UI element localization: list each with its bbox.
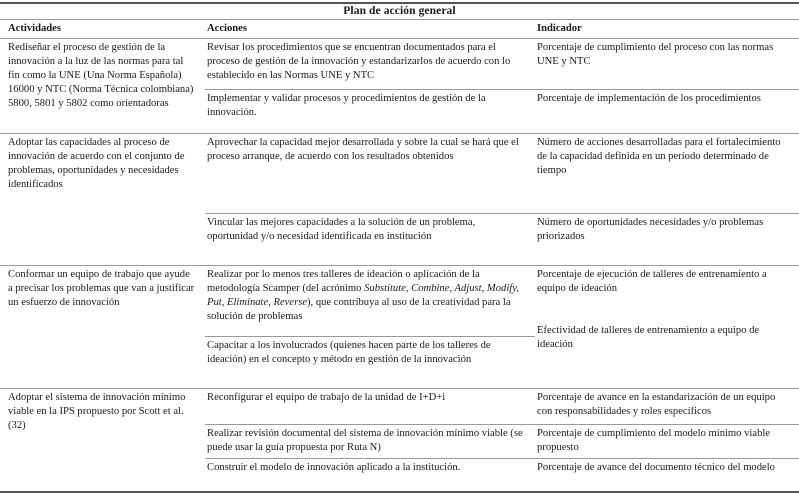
subrow-rule [205,89,799,90]
title-bottom-rule [0,19,799,20]
action-cell: Realizar por lo menos tres talleres de ideación o aplicación de la metodología Scamper (del acrónimo Substitute, Combine, Adjust, Modify, Put, Eliminate, Reverse), que contribuya al uso de la creatividad para la solución de problemas [207,269,519,323]
activity-cell: Adoptar el sistema de innovación mínimo viable en la IPS propuesto por Scott et al. (32) [8,392,186,432]
subrow-rule [205,213,799,214]
group-rule [0,265,799,266]
header-bottom-rule [0,38,799,39]
action-cell: Revisar los procedimientos que se encuentran documentados para el proceso de gestión de la innovación y estandarizarlos de acuerdo con lo establecido en las Normas UNE y NTC [207,42,511,82]
action-cell: Realizar revisión documental del sistema de innovación mínimo viable (se puede usar la guía propuesta por Ruta N) [207,428,523,454]
indicator-cell: Número de acciones desarrolladas para el fortalecimiento de la capacidad definida en un período determinado de tiempo [537,137,781,177]
indicator-cell: Porcentaje de cumplimiento del proceso con las normas UNE y NTC [537,42,774,68]
indicator-cell: Porcentaje de ejecución de talleres de entrenamiento a equipo de ideación [537,269,767,295]
column-header-indicador: Indicador [537,23,582,34]
activity-cell: Rediseñar el proceso de gestión de la innovación a la luz de las normas para tal fin como la UNE (Una Norma Española) 16000 y NTC (Norma Técnica colombiana) 5800, 5801 y 5802 como orientadoras [8,42,194,110]
action-cell: Implementar y validar procesos y procedimientos de gestión de la innovación. [207,93,486,119]
group-rule [0,388,799,389]
table-bottom-border [0,491,799,493]
activity-cell: Adoptar las capacidades al proceso de innovación de acuerdo con el conjunto de problemas, oportunidades y necesidades identificados [8,137,185,191]
indicator-cell: Porcentaje de implementación de los procedimientos [537,93,761,104]
action-cell: Reconfigurar el equipo de trabajo de la unidad de I+D+i [207,392,446,403]
subrow-rule [205,424,799,425]
indicator-cell: Número de oportunidades necesidades y/o problemas priorizados [537,217,764,243]
indicator-cell: Porcentaje de avance del documento técnico del modelo [537,462,775,473]
group-rule [0,133,799,134]
scamper-acronym: Substitute, Combine, Adjust, Modify, Put, Eliminate, Reverse [207,283,519,309]
action-cell: Vincular las mejores capacidades a la solución de un problema, oportunidad y/o necesidad identificada en institución [207,217,476,243]
action-cell: Capacitar a los involucrados (quienes hacen parte de los talleres de ideación) en el concepto y método en gestión de la innovación [207,340,491,366]
action-cell: Aprovechar la capacidad mejor desarrollada y sobre la cual se hará que el proceso arranque, de acuerdo con los resultados obtenidos [207,137,519,163]
subrow-rule [205,336,535,337]
column-header-actividades: Actividades [8,23,61,34]
indicator-cell: Porcentaje de avance en la estandarización de un equipo con responsabilidades y roles específicos [537,392,776,418]
activity-cell: Conformar un equipo de trabajo que ayude a precisar los problemas que van a justificar un esfuerzo de innovación [8,269,195,309]
action-cell: Construir el modelo de innovación aplicado a la institución. [207,462,461,473]
table-title: Plan de acción general [343,5,456,17]
indicator-cell: Porcentaje de cumplimiento del modelo mínimo viable propuesto [537,428,771,454]
column-header-acciones: Acciones [207,23,248,34]
indicator-cell: Efectividad de talleres de entrenamiento a equipo de ideación [537,325,760,351]
subrow-rule [205,458,799,459]
